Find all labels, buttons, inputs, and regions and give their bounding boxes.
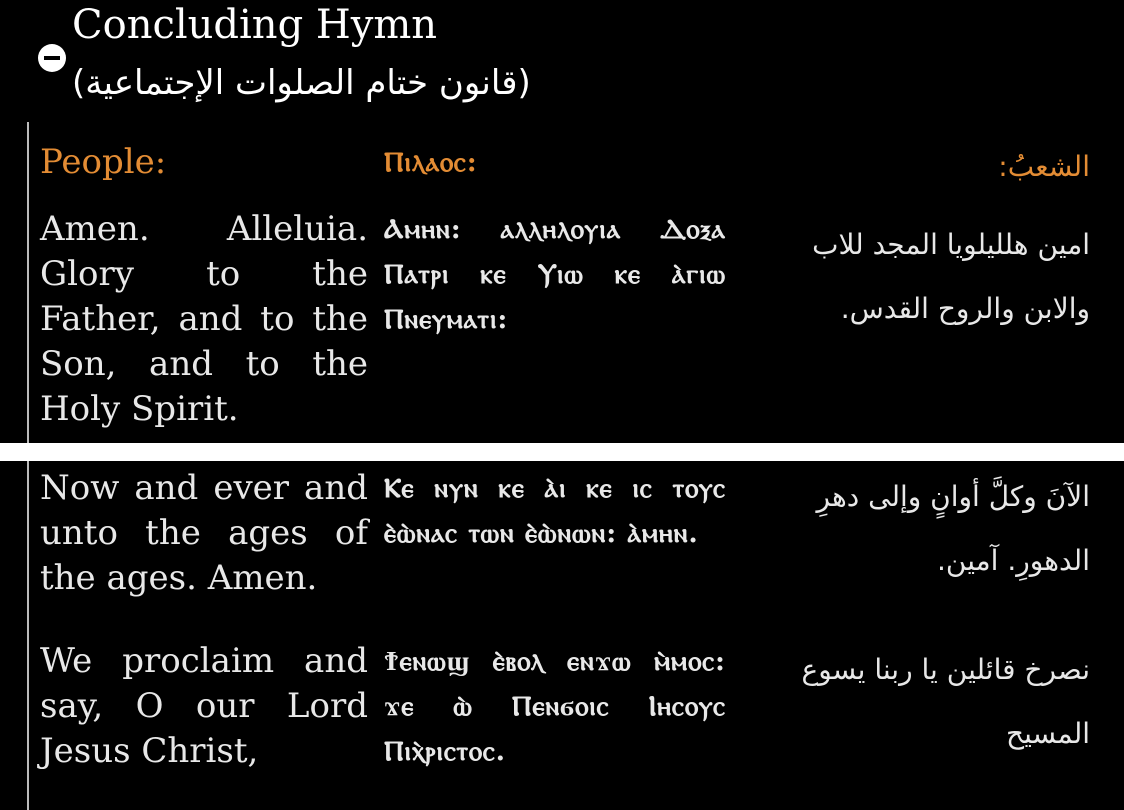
verse-2-arabic: الآنَ وكلَّ أوانٍ وإلى دهرِ الدهورِ. آمين. <box>816 480 1090 577</box>
verse-3-coptic: Ϯⲉⲛⲱϣ ⲉ̀ⲃⲟⲗ ⲉⲛϫⲱ ⲙ̀ⲙⲟⲥ: ϫⲉ ⲱ̀ Ⲡⲉⲛϭⲟⲓⲥ Ⲓⲏⲥⲟⲩⲥ Ⲡⲓⲭ̀ⲣⲓⲥⲧⲟⲥ. <box>384 646 726 767</box>
speaker-label-row <box>0 140 1124 190</box>
speaker-label-english: People: <box>40 142 167 182</box>
verse-row-2 <box>0 466 1124 631</box>
speaker-label-arabic: الشعبُ: <box>998 150 1090 183</box>
verse-row-1 <box>0 207 1124 437</box>
verse-3-arabic: نصرخ قائلين يا ربنا يسوع المسيح <box>801 653 1090 750</box>
verse-row-3 <box>0 639 1124 804</box>
collapse-minus-icon[interactable] <box>38 44 66 72</box>
speaker-label-coptic: Ⲡⲓⲗⲁⲟⲥ: <box>384 147 478 178</box>
hymn-title: Concluding Hymn <box>72 2 438 48</box>
section-header <box>0 0 1124 120</box>
verse-2-english: Now and ever and unto the ages of the ages. Amen. <box>40 468 368 598</box>
verse-1-arabic: امين هلليلويا المجد للاب والابن والروح القدس. <box>812 228 1090 325</box>
verse-1-english: Amen. Alleluia. Glory to the Father, and to the Son, and to the Holy Spirit. <box>40 209 368 429</box>
verse-2-coptic: Ⲕⲉ ⲛⲩⲛ ⲕⲉ ⲁ̀ⲓ ⲕⲉ ⲓⲥ ⲧⲟⲩⲥ ⲉ̀ⲱ̀ⲛⲁⲥ ⲧⲱⲛ ⲉ̀ⲱ̀ⲛⲱⲛ: ⲁ̀ⲙⲏⲛ. <box>384 473 726 549</box>
verse-1-coptic: Ⲁⲙⲏⲛ: ⲁⲗⲗⲏⲗⲟⲩⲓⲁ Ⲇⲟⲝⲁ Ⲡⲁⲧⲣⲓ ⲕⲉ Ⲩⲓⲱ ⲕⲉ ⲁ̀ⲅⲓⲱ Ⲡⲛⲉⲩⲙⲁⲧⲓ: <box>384 214 726 335</box>
hymn-subtitle-arabic: (قانون ختام الصلوات الإجتماعية) <box>72 63 531 103</box>
section-separator <box>0 443 1124 461</box>
verse-3-english: We proclaim and say, O our Lord Jesus Christ, <box>40 641 368 771</box>
